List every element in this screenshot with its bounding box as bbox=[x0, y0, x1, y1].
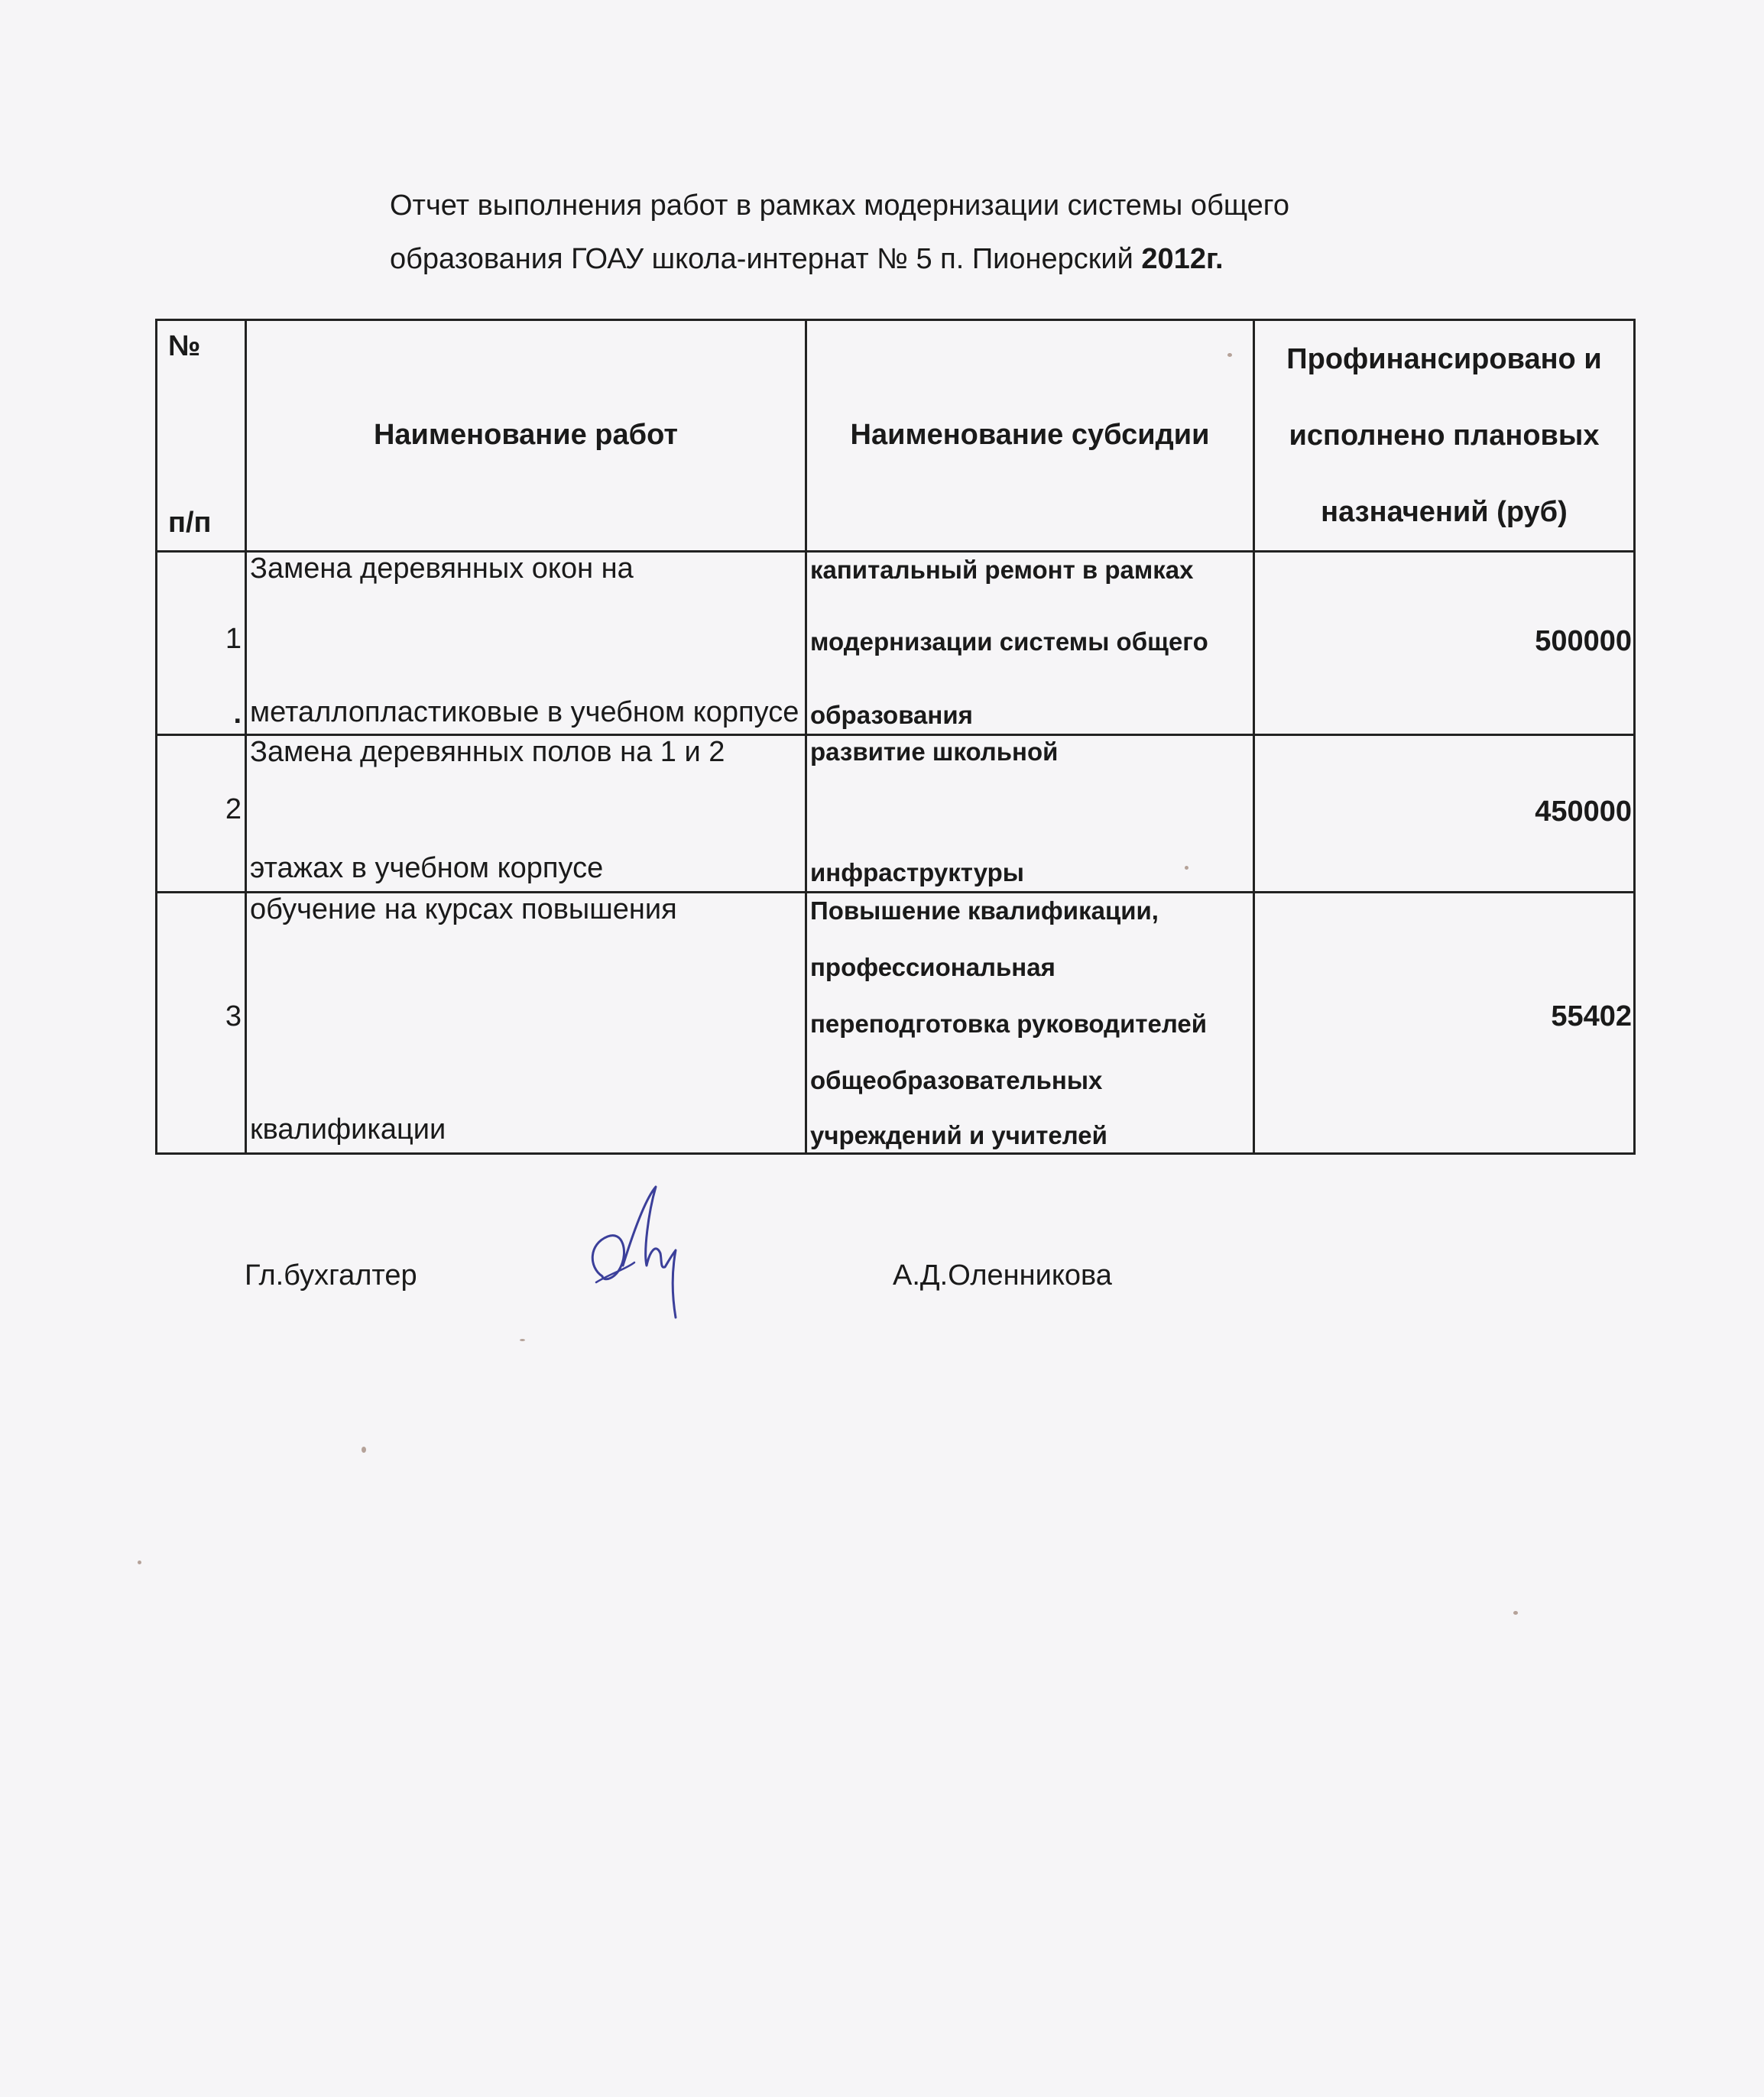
header-number bbox=[157, 320, 246, 552]
table-row bbox=[157, 735, 1635, 893]
subsidy-line: учреждений и учителей bbox=[810, 1121, 1107, 1149]
work-name-cell bbox=[246, 552, 806, 735]
row-number-dot: . bbox=[233, 698, 242, 730]
work-name-line: металлопластиковые в учебном корпусе bbox=[250, 696, 799, 728]
header-financed bbox=[1254, 320, 1635, 552]
subsidy-line: модернизации системы общего bbox=[810, 627, 1208, 656]
row-number-cell bbox=[157, 735, 246, 893]
row-number-cell bbox=[157, 552, 246, 735]
header-financed-line: назначений (руб) bbox=[1321, 496, 1568, 528]
report-table bbox=[155, 319, 1636, 1155]
row-number-cell bbox=[157, 893, 246, 1154]
work-name-line: обучение на курсах повышения bbox=[250, 893, 677, 925]
subsidy-name-cell bbox=[806, 735, 1254, 893]
header-work-name: Наименование работ bbox=[246, 320, 806, 552]
scan-speck bbox=[362, 1447, 366, 1453]
row-number: 3 bbox=[225, 1000, 242, 1032]
amount-value: 450000 bbox=[1535, 796, 1632, 828]
scan-speck bbox=[138, 1561, 141, 1564]
work-name-cell bbox=[246, 735, 806, 893]
work-name-line: Замена деревянных полов на 1 и 2 bbox=[250, 736, 725, 768]
subsidy-line: переподготовка руководителей bbox=[810, 1010, 1208, 1038]
amount-cell bbox=[1254, 735, 1635, 893]
subsidy-name-cell bbox=[806, 893, 1254, 1154]
signer-name: А.Д.Оленникова bbox=[893, 1259, 1112, 1292]
row-number: 1 bbox=[225, 623, 242, 655]
amount-value: 55402 bbox=[1551, 1000, 1632, 1032]
report-title-text: образования ГОАУ школа-интернат № 5 п. Пионерский bbox=[390, 243, 1142, 275]
work-name-line: квалификации bbox=[250, 1113, 446, 1146]
report-title-line-1: Отчет выполнения работ в рамках модернизации системы общего bbox=[390, 190, 1289, 222]
subsidy-line: Повышение квалификации, bbox=[810, 896, 1159, 925]
amount-cell bbox=[1254, 893, 1635, 1154]
work-name-cell bbox=[246, 893, 806, 1154]
scan-speck bbox=[520, 1339, 525, 1341]
header-number-sign: № bbox=[168, 330, 201, 362]
subsidy-line: общеобразовательных bbox=[810, 1066, 1103, 1094]
subsidy-name-cell bbox=[806, 552, 1254, 735]
header-financed-line: исполнено плановых bbox=[1289, 420, 1600, 452]
table-header-row bbox=[157, 320, 1635, 552]
report-year: 2012г. bbox=[1141, 243, 1224, 275]
subsidy-line: капитальный ремонт в рамках bbox=[810, 556, 1194, 584]
amount-value: 500000 bbox=[1535, 625, 1632, 657]
table-row bbox=[157, 893, 1635, 1154]
subsidy-line: образования bbox=[810, 701, 973, 729]
handwritten-signature bbox=[581, 1183, 703, 1336]
table-row bbox=[157, 552, 1635, 735]
subsidy-line: профессиональная bbox=[810, 953, 1055, 981]
report-title-line-2 bbox=[390, 243, 1224, 276]
subsidy-line: инфраструктуры bbox=[810, 858, 1024, 886]
row-number: 2 bbox=[225, 793, 242, 825]
subsidy-line: развитие школьной bbox=[810, 737, 1059, 766]
work-name-line: этажах в учебном корпусе bbox=[250, 852, 604, 884]
amount-cell bbox=[1254, 552, 1635, 735]
work-name-line: Замена деревянных окон на bbox=[250, 553, 634, 585]
header-financed-line: Профинансировано и bbox=[1286, 343, 1602, 375]
signer-position: Гл.бухгалтер bbox=[245, 1259, 417, 1292]
header-subsidy-name: Наименование субсидии bbox=[806, 320, 1254, 552]
header-number-sub: п/п bbox=[168, 507, 212, 539]
scan-speck bbox=[1513, 1611, 1518, 1615]
